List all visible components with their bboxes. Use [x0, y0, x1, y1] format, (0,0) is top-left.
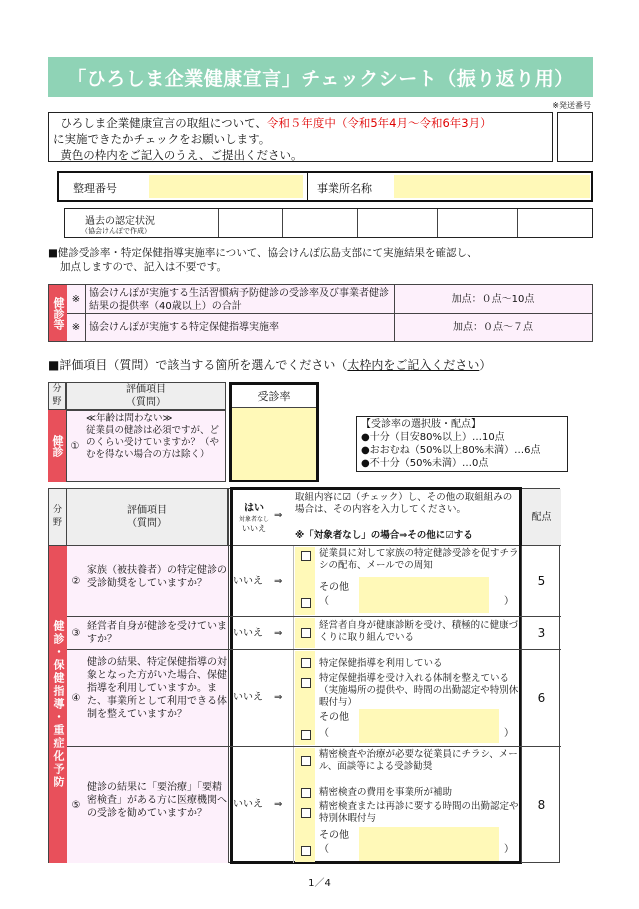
t1-col-item: 評価項目 （質問） [66, 382, 226, 410]
option-2: ●おおむね（50%以上80%未満）…6点 [361, 445, 541, 456]
send-number-label: ※発送番号 [552, 101, 591, 110]
bonus-table [48, 284, 593, 342]
t1-col-rate: 受診率 [232, 385, 316, 408]
row5-no: いいえ [233, 799, 263, 810]
past-status-row [64, 208, 593, 238]
t2-col-no: いいえ [242, 524, 266, 533]
row5-other-label: その他 [319, 830, 349, 841]
options-box [356, 416, 568, 472]
section-heading-underlined: 太枠内をご記入ください [347, 358, 480, 372]
note-line2: 加点しますので、記入は不要です。 [60, 261, 227, 273]
t2-arrow: ⇒ [274, 510, 283, 521]
row2-arrow: ⇒ [274, 576, 283, 587]
row4-item2-checkbox[interactable] [301, 677, 315, 690]
row3-item1-checkbox[interactable] [301, 627, 315, 640]
row2-other-checkbox[interactable] [301, 597, 315, 610]
past-status-label: 過去の認定状況 [85, 216, 155, 227]
intro-line2: に実施できたかチェックをお願いします。 [53, 132, 271, 146]
row3-no: いいえ [233, 628, 263, 639]
option-3: ●不十分（50%未満）…0点 [361, 458, 489, 469]
row5-arrow: ⇒ [274, 799, 283, 810]
row5-num: ⑤ [71, 799, 81, 811]
t1-num: ① [70, 440, 80, 452]
row5-other-input[interactable] [359, 827, 499, 861]
row4-num: ④ [71, 692, 81, 704]
table1 [48, 382, 320, 482]
row2-num: ② [71, 575, 81, 587]
bonus-text-2: 協会けんぽが実施する特定保健指導実施率 [89, 322, 279, 333]
section-heading-post: ） [479, 358, 492, 372]
options-title: 【受診率の選択肢・配点】 [361, 419, 481, 430]
row4-item1-checkbox[interactable] [301, 657, 315, 670]
row2-paren-open: （ [319, 596, 329, 607]
row2-question: 家族（被扶養者）の特定健診の受診勧奨をしていますか？ [87, 565, 227, 589]
row4-paren-close: ） [504, 728, 514, 739]
intro-text [48, 112, 553, 162]
row5-paren-close: ） [504, 844, 514, 855]
page-number: 1／4 [308, 878, 331, 889]
office-label: 事業所名称 [317, 182, 372, 195]
t1-col-category: 分野 [48, 382, 66, 410]
t2-col-yes-sub: 対象者なし [238, 516, 269, 523]
rate-input[interactable] [232, 408, 316, 480]
row3-question: 経営者自身が健診を受けていますか？ [87, 621, 227, 645]
bonus-points-2: 加点：０点～７点 [453, 322, 533, 333]
row2-points: 5 [537, 574, 546, 588]
past-status-sub: （協会けんぽで作成） [81, 227, 151, 235]
intro-line1: ひろしま企業健康宣言の取組について、 [60, 116, 267, 130]
t2-col-item: 評価項目 （質問） [67, 489, 228, 545]
page-title: 「ひろしま企業健康宣言」チェックシート（振り返り用） [48, 57, 593, 97]
bonus-points-1: 加点：０点～10点 [451, 293, 535, 305]
office-name-input[interactable] [394, 175, 590, 198]
row2-item1-checkbox[interactable] [301, 550, 315, 563]
row5-item2: 精密検査の費用を事業所が補助 [319, 787, 453, 798]
row2-other-input[interactable] [359, 577, 489, 613]
row4-arrow: ⇒ [274, 692, 283, 703]
row4-no: いいえ [233, 692, 263, 703]
t2-header-note: ※「対象者なし」の場合⇒その他に☑する [295, 530, 473, 541]
row3-num: ③ [71, 627, 81, 639]
bonus-text-1: 協会けんぽが実施する生活習慣病予防健診の受診率及び事業者健診結果の提供率（40歳以上）の合計 [89, 288, 389, 312]
section-heading-pre: ■評価項目（質問）で該当する箇所を選んでください（ [48, 358, 348, 372]
t2-col-points: 配点 [521, 489, 561, 545]
row4-other-input[interactable] [359, 709, 499, 743]
row5-paren-open: （ [319, 844, 329, 855]
note [48, 246, 478, 274]
row4-paren-open: （ [319, 728, 329, 739]
t2-col-yes: はい [244, 503, 264, 514]
row4-item1: 特定保健指導を利用している [319, 658, 443, 669]
row2-other-label: その他 [319, 582, 349, 593]
note-line1: ■健診受診率・特定保健指導実施率について、協会けんぽ広島支部にて実施結果を確認し、 [48, 247, 478, 259]
bonus-category: 健診等 [49, 285, 67, 341]
row5-other-checkbox[interactable] [301, 845, 315, 858]
row4-other-checkbox[interactable] [301, 729, 315, 742]
t2-col-category: 分野 [49, 489, 67, 545]
row5-question: 健診の結果に「要治療」「要精密検査」がある方に医療機関への受診を勧めていますか？ [87, 782, 227, 819]
option-1: ●十分（目安80%以上）…10点 [361, 432, 505, 443]
row5-item2-checkbox[interactable] [301, 787, 315, 800]
row2-no: いいえ [233, 576, 263, 587]
table2 [48, 488, 560, 863]
row5-points: 8 [537, 798, 546, 812]
send-number-box [557, 112, 593, 162]
intro-period: 令和５年度中（令和5年4月～令和6年3月） [266, 116, 492, 130]
row3-arrow: ⇒ [274, 628, 283, 639]
row5-item3-checkbox[interactable] [301, 807, 315, 820]
rate-box [229, 382, 319, 482]
number-input[interactable] [149, 175, 303, 198]
row3-item1: 経営者自身が健康診断を受け、積極的に健康づくりに取り組んでいる [319, 620, 519, 643]
row5-item1: 精密検査や治療が必要な従業員にチラシ、メール、面談等による受診勧奨 [319, 749, 518, 772]
row2-paren-close: ） [504, 596, 514, 607]
row4-item2: 特定保健指導を受け入れる体制を整えている（実施場所の提供や、時間の出勤認定や特別休暇付与） [319, 673, 519, 708]
bonus-mark-2: ※ [71, 322, 81, 333]
bonus-mark-1: ※ [71, 293, 81, 305]
row5-item3: 精密検査または再診に要する時間の出勤認定や特別休暇付与 [319, 801, 519, 824]
row5-item1-checkbox[interactable] [301, 755, 315, 768]
row4-question: 健診の結果、特定保健指導の対象となった方がいた場合、保健指導を利用していますか。また、事業所として利用できる体制を整えていますか？ [87, 657, 227, 720]
t2-header-instr: 取組内容に☑（チェック）し、その他の取組組みの場合は、その内容を入力してください。 [295, 492, 513, 515]
row4-points: 6 [537, 691, 546, 705]
row3-points: 3 [537, 626, 546, 640]
section-heading [48, 356, 491, 373]
t1-question: ≪年齢は問わない≫ 従業員の健診は必須ですが、どのくらい受けていますか？（やむを得ない場合の方は除く） [86, 413, 220, 460]
registration-row [57, 171, 593, 202]
row2-item1: 従業員に対して家族の特定健診受診を促すチラシの配布、メールでの周知 [319, 548, 519, 571]
number-label: 整理番号 [73, 182, 117, 195]
row4-other-label: その他 [319, 712, 349, 723]
intro-line3: 黄色の枠内をご記入のうえ、ご提出ください。 [60, 148, 303, 162]
t2-category: 健診・保健指導・重症化予防 [49, 546, 67, 863]
t1-category: 健診 [48, 410, 66, 482]
